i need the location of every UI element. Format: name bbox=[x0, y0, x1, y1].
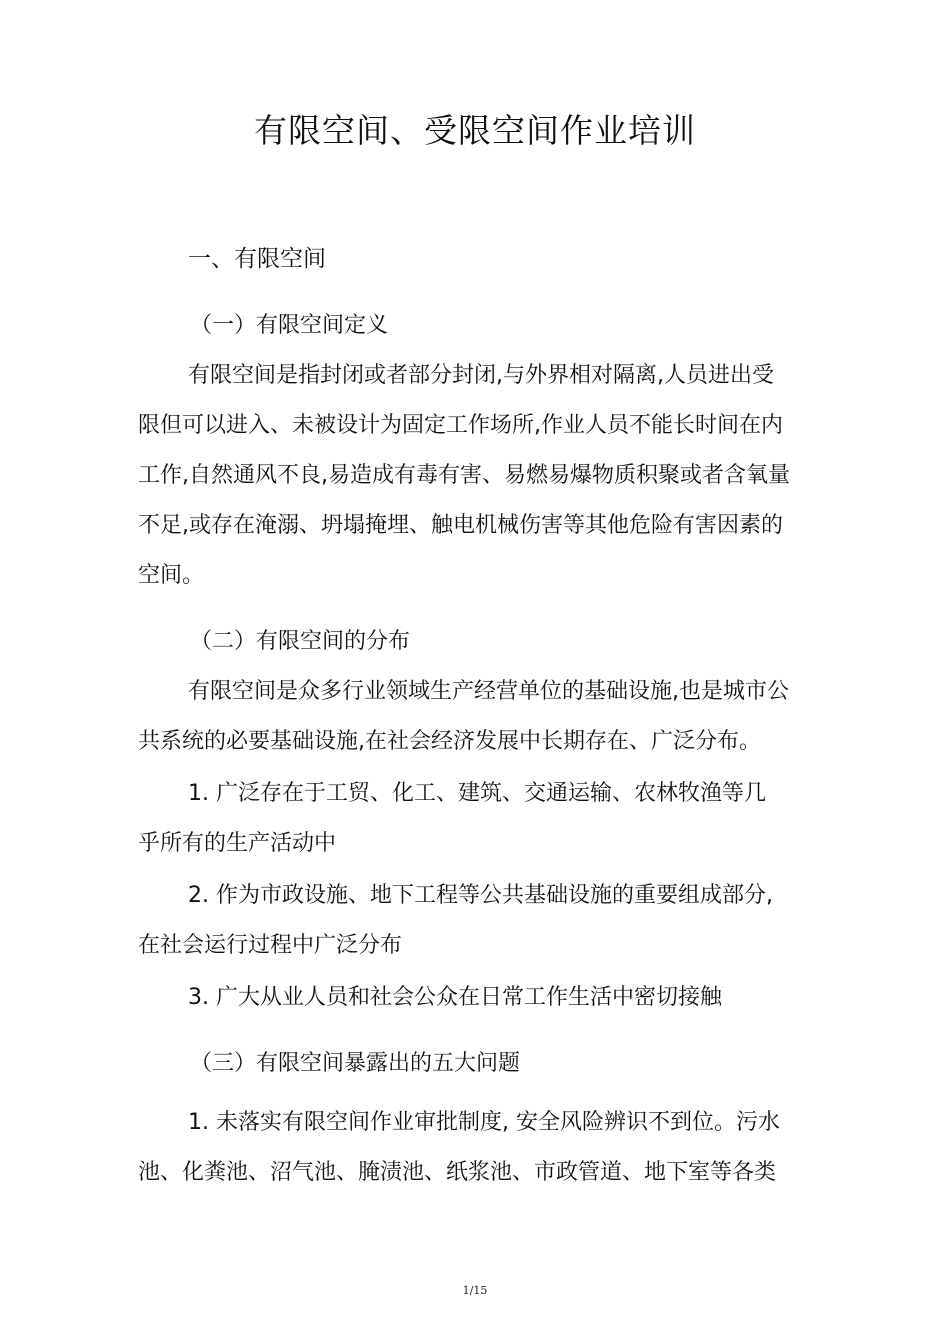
list-item-1: 1. 广泛存在于工贸、化工、建筑、交通运输、农林牧渔等几 bbox=[188, 781, 766, 806]
paragraph-line: 共系统的必要基础设施,在社会经济发展中长期存在、广泛分布。 bbox=[138, 729, 761, 754]
paragraph-line: 工作,自然通风不良,易造成有毒有害、易燃易爆物质积聚或者含氧量 bbox=[138, 463, 790, 488]
list-item-1-continued: 乎所有的生产活动中 bbox=[138, 831, 337, 856]
paragraph-line: 有限空间是指封闭或者部分封闭,与外界相对隔离,人员进出受 bbox=[188, 363, 774, 388]
subsection-heading-problems: （三）有限空间暴露出的五大问题 bbox=[190, 1051, 521, 1076]
document-title: 有限空间、受限空间作业培训 bbox=[254, 111, 696, 150]
page-number: 1/15 bbox=[462, 1284, 488, 1297]
paragraph-line: 1. 未落实有限空间作业审批制度, 安全风险辨识不到位。污水 bbox=[188, 1110, 780, 1135]
section-heading-1: 一、有限空间 bbox=[188, 246, 326, 272]
paragraph-line: 不足,或存在淹溺、坍塌掩埋、触电机械伤害等其他危险有害因素的 bbox=[138, 513, 783, 538]
paragraph-line: 池、化粪池、沼气池、腌渍池、纸浆池、市政管道、地下室等各类 bbox=[138, 1160, 777, 1185]
list-item-2-continued: 在社会运行过程中广泛分布 bbox=[138, 933, 403, 958]
subsection-heading-definition: （一）有限空间定义 bbox=[190, 313, 389, 338]
paragraph-line: 有限空间是众多行业领域生产经营单位的基础设施,也是城市公 bbox=[188, 679, 789, 704]
list-item-3: 3. 广大从业人员和社会公众在日常工作生活中密切接触 bbox=[188, 985, 722, 1010]
subsection-heading-distribution: （二）有限空间的分布 bbox=[190, 629, 411, 654]
paragraph-line: 限但可以进入、未被设计为固定工作场所,作业人员不能长时间在内 bbox=[138, 413, 783, 438]
list-item-2: 2. 作为市政设施、地下工程等公共基础设施的重要组成部分, bbox=[188, 883, 773, 908]
paragraph-line: 空间。 bbox=[138, 563, 205, 588]
